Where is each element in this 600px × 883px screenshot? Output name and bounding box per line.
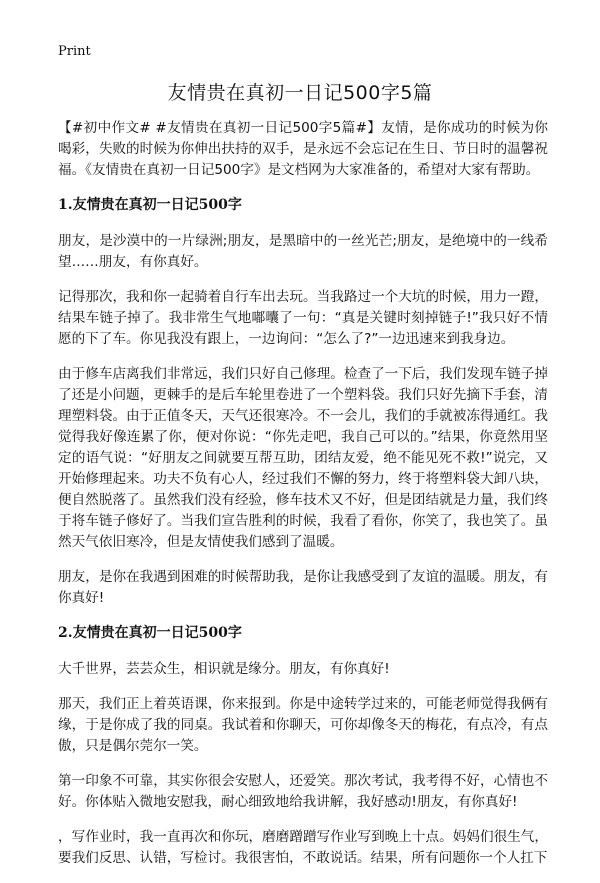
paragraph: 那天，我们正上着英语课，你来报到。你是中途转学过来的，可能老师觉得我俩有缘，于是你成了我的同桌。我试着和你聊天，可你却像冬天的梅花，有点冷，有点傲，只是偶尔莞尔一笑。 <box>58 696 548 754</box>
paragraph: 由于修车店离我们非常远，我们只好自己修理。检查了一下后，我们发现车链子掉了还是小问题，更棘手的是后车轮里卷进了一个塑料袋。我们只好先摘下手套，清理塑料袋。由于正值冬天，天气还很寒冷。不一会儿，我们的手就被冻得通红。我觉得我好像连累了你，便对你说：“你先走吧，我自己可以的。”结果，你竟然用坚定的语气说：“好朋友之间就要互帮互助，团结友爱，绝不能见死不救!”说完，又开始修理起来。功夫不负有心人，经过我们不懈的努力，终于将塑料袋大卸八块，便自然脱落了。虽然我们没有经验，修车技术又不好，但是团结就是力量，我们终于将车链子修好了。当我们宣告胜利的时候，我看了看你，你笑了，我也笑了。虽然天气依旧寒冷，但是友情使我们感到了温暖。 <box>58 366 548 550</box>
page-title: 友情贵在真初一日记500字5篇 <box>167 82 433 104</box>
paragraph: 大千世界，芸芸众生，相识就是缘分。朋友，有你真好! <box>58 661 390 677</box>
intro-paragraph: 【#初中作文# #友情贵在真初一日记500字5篇#】友情，是你成功的时候为你喝彩，失败的时候为你伸出扶持的双手，是永远不会忘记在生日、节日时的温馨祝福。《友情贵在真初一日记500字》是文档网为大家准备的，希望对大家有帮助。 <box>58 120 548 178</box>
print-link[interactable]: Print <box>58 44 91 59</box>
section-heading: 2.友情贵在真初一日记500字 <box>58 625 242 641</box>
paragraph: 记得那次，我和你一起骑着自行车出去玩。当我路过一个大坑的时候，用力一蹬，结果车链子掉了。我非常生气地嘟囔了一句：“真是关键时刻掉链子!”我只好不情愿的下了车。你见我没有跟上，一边询问：“怎么了?”一边迅速来到我身边。 <box>58 289 548 347</box>
paragraph: ，写作业时，我一直再次和你玩，磨磨蹭蹭写作业写到晚上十点。妈妈们很生气，要我们反思、认错，写检讨。我很害怕，不敢说话。结果，所有问题你一个人扛下 <box>58 829 548 866</box>
article-body <box>58 118 548 883</box>
section-heading: 1.友情贵在真初一日记500字 <box>58 197 242 213</box>
paragraph: 朋友，是沙漠中的一片绿洲;朋友，是黑暗中的一丝光芒;朋友，是绝境中的一线希望……朋友，有你真好。 <box>58 233 548 270</box>
paragraph: 朋友，是你在我遇到困难的时候帮助我，是你让我感受到了友谊的温暖。朋友，有你真好! <box>58 569 548 606</box>
paragraph: 第一印象不可靠，其实你很会安慰人，还爱笑。那次考试，我考得不好，心情也不好。你体贴入微地安慰我，耐心细致地给我讲解，我好感动!朋友，有你真好! <box>58 773 548 810</box>
